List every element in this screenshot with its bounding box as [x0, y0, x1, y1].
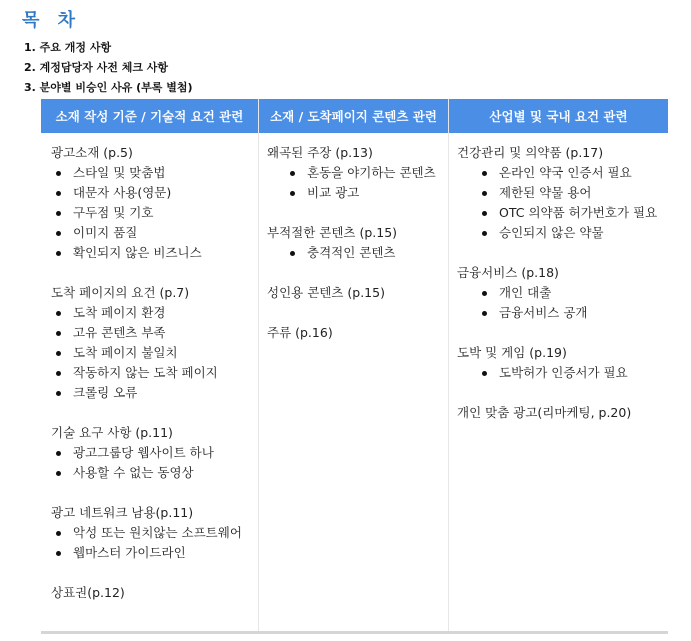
column-industry	[457, 133, 667, 631]
column-divider	[448, 99, 449, 631]
toc-list	[24, 38, 193, 98]
item-list	[51, 303, 256, 403]
page-title: 목 차	[22, 10, 82, 31]
toc-item[interactable]: 3. 분야별 비승인 사유 (부록 별첨)	[24, 81, 193, 94]
toc-item[interactable]: 1. 주요 개정 사항	[24, 41, 112, 54]
list-item: 광고그룹당 웹사이트 하나	[73, 443, 256, 463]
section-title[interactable]: 주류 (p.16)	[267, 325, 333, 340]
list-item: 온라인 약국 인증서 필요	[499, 163, 667, 183]
column-divider	[258, 99, 259, 631]
policy-table	[41, 99, 668, 634]
section-title[interactable]: 개인 맞춤 광고(리마케팅, p.20)	[457, 405, 632, 420]
section-title[interactable]: 도착 페이지의 요건 (p.7)	[51, 285, 190, 300]
section-title[interactable]: 왜곡된 주장 (p.13)	[267, 145, 373, 160]
list-item: 크롤링 오류	[73, 383, 256, 403]
list-item: 확인되지 않은 비즈니스	[73, 243, 256, 263]
list-item: 도착 페이지 환경	[73, 303, 256, 323]
list-item: 스타일 및 맞춤법	[73, 163, 256, 183]
section-title[interactable]: 도박 및 게임 (p.19)	[457, 345, 567, 360]
list-item: 승인되지 않은 약물	[499, 223, 667, 243]
section-title[interactable]: 건강관리 및 의약품 (p.17)	[457, 145, 604, 160]
section-title[interactable]: 기술 요구 사항 (p.11)	[51, 425, 173, 440]
list-item: 대문자 사용(영문)	[73, 183, 256, 203]
list-item: 악성 또는 원치않는 소프트웨어	[73, 523, 256, 543]
section-title[interactable]: 상표권(p.12)	[51, 585, 125, 600]
list-item: 웹마스터 가이드라인	[73, 543, 256, 563]
list-item: 구두점 및 기호	[73, 203, 256, 223]
list-item: 제한된 약물 용어	[499, 183, 667, 203]
list-item: 혼동을 야기하는 콘텐츠	[307, 163, 447, 183]
table-header: 산업별 및 국내 요건 관련	[449, 99, 668, 133]
item-list	[457, 163, 667, 243]
section-title[interactable]: 성인용 콘텐츠 (p.15)	[267, 285, 385, 300]
list-item: 이미지 품질	[73, 223, 256, 243]
list-item: 고유 콘텐츠 부족	[73, 323, 256, 343]
list-item: 사용할 수 없는 동영상	[73, 463, 256, 483]
list-item: 작동하지 않는 도착 페이지	[73, 363, 256, 383]
list-item: 도박허가 인증서가 필요	[499, 363, 667, 383]
item-list	[457, 283, 667, 323]
section-title[interactable]: 광고 네트워크 남용(p.11)	[51, 505, 194, 520]
item-list	[267, 163, 447, 203]
list-item: 도착 페이지 불일치	[73, 343, 256, 363]
section-title[interactable]: 금융서비스 (p.18)	[457, 265, 559, 280]
list-item: 개인 대출	[499, 283, 667, 303]
table-header: 소재 / 도착페이지 콘텐츠 관련	[259, 99, 448, 133]
item-list	[51, 443, 256, 483]
toc-item[interactable]: 2. 계정담당자 사전 체크 사항	[24, 61, 169, 74]
list-item: 충격적인 콘텐츠	[307, 243, 447, 263]
section-title[interactable]: 부적절한 콘텐츠 (p.15)	[267, 225, 398, 240]
column-content	[267, 133, 447, 631]
list-item: 금융서비스 공개	[499, 303, 667, 323]
item-list	[51, 523, 256, 563]
list-item: OTC 의약품 허가번호가 필요	[499, 203, 667, 223]
column-format-technical	[51, 133, 256, 631]
table-header: 소재 작성 기준 / 기술적 요건 관련	[41, 99, 258, 133]
item-list	[457, 363, 667, 383]
item-list	[51, 163, 256, 263]
item-list	[267, 243, 447, 263]
list-item: 비교 광고	[307, 183, 447, 203]
section-title[interactable]: 광고소재 (p.5)	[51, 145, 133, 160]
